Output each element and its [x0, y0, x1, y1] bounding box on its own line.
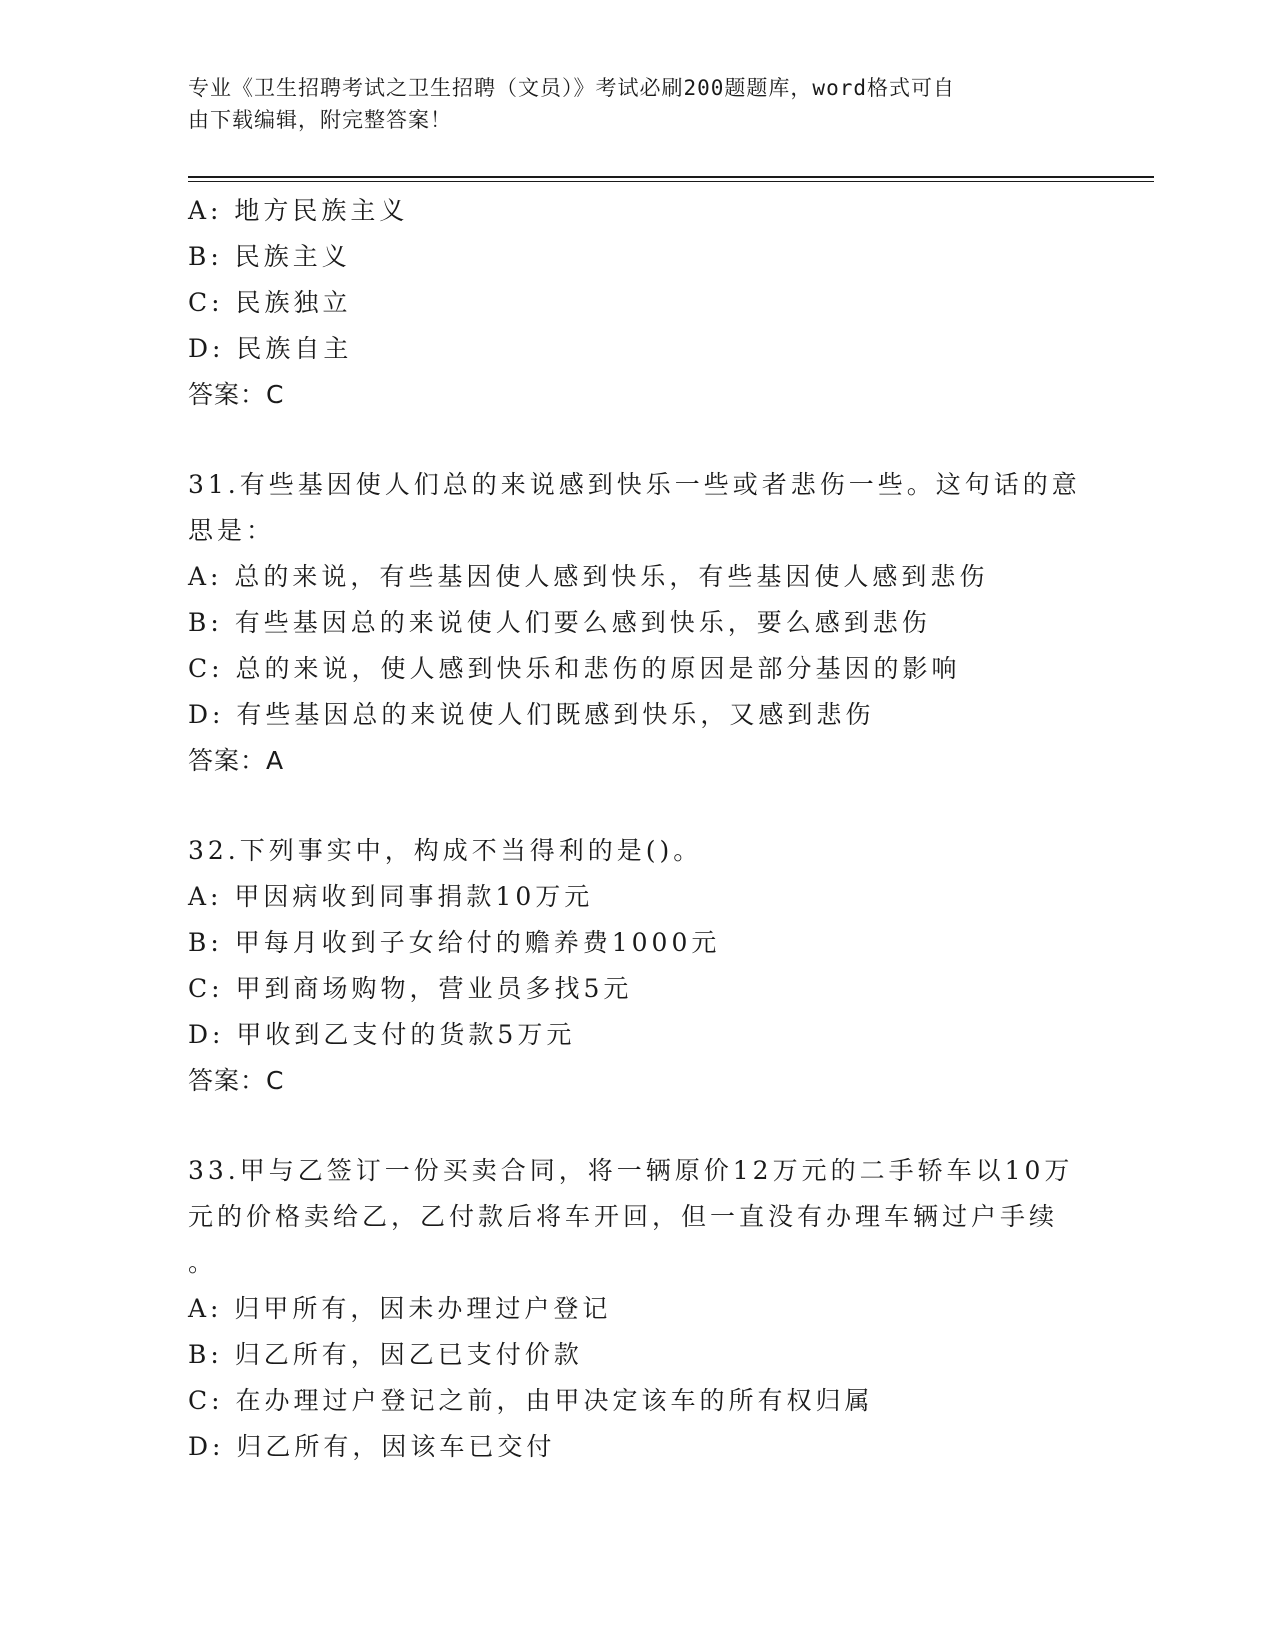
option-d: D: 民族自主 [188, 334, 353, 363]
option-c: C: 甲到商场购物，营业员多找5元 [188, 974, 633, 1003]
question-stem-line: 元的价格卖给乙，乙付款后将车开回，但一直没有办理车辆过户手续 [188, 1202, 1059, 1231]
question-stem-line: 31.有些基因使人们总的来说感到快乐一些或者悲伤一些。这句话的意 [188, 470, 1081, 499]
header-line-1: 专业《卫生招聘考试之卫生招聘（文员）》考试必刷200题题库，word格式可自 [188, 76, 955, 100]
option-d: D: 甲收到乙支付的货款5万元 [188, 1020, 576, 1049]
question-33 [188, 1148, 1088, 1470]
option-d: D: 归乙所有，因该车已交付 [188, 1432, 556, 1461]
option-d: D: 有些基因总的来说使人们既感到快乐，又感到悲伤 [188, 700, 875, 729]
option-c: C: 总的来说，使人感到快乐和悲伤的原因是部分基因的影响 [188, 654, 961, 683]
header-line-2: 由下载编辑，附完整答案！ [188, 108, 452, 132]
question-30 [188, 188, 1088, 418]
question-spacer [188, 1104, 1088, 1148]
answer: 答案：A [188, 746, 285, 775]
question-stem-line: 33.甲与乙签订一份买卖合同，将一辆原价12万元的二手轿车以10万 [188, 1156, 1074, 1185]
option-b: B: 民族主义 [188, 242, 351, 271]
document-header [188, 72, 1068, 136]
question-31 [188, 462, 1088, 784]
header-divider-thin [188, 181, 1154, 182]
answer: 答案：C [188, 1066, 285, 1095]
question-32 [188, 828, 1088, 1104]
option-c: C: 民族独立 [188, 288, 352, 317]
option-a: A: 总的来说，有些基因使人感到快乐，有些基因使人感到悲伤 [188, 562, 989, 591]
question-spacer [188, 418, 1088, 462]
option-a: A: 地方民族主义 [188, 196, 409, 225]
option-b: B: 归乙所有，因乙已支付价款 [188, 1340, 583, 1369]
answer: 答案：C [188, 380, 285, 409]
option-a: A: 甲因病收到同事捐款10万元 [188, 882, 594, 911]
option-a: A: 归甲所有，因未办理过户登记 [188, 1294, 612, 1323]
question-stem-line: 。 [188, 1248, 218, 1277]
option-b: B: 有些基因总的来说使人们要么感到快乐，要么感到悲伤 [188, 608, 931, 637]
header-divider-thick [188, 176, 1154, 178]
question-list [188, 188, 1088, 1470]
question-stem-line: 32.下列事实中，构成不当得利的是()。 [188, 836, 703, 865]
option-b: B: 甲每月收到子女给付的赡养费1000元 [188, 928, 721, 957]
option-c: C: 在办理过户登记之前，由甲决定该车的所有权归属 [188, 1386, 874, 1415]
question-stem-line: 思是： [188, 516, 276, 545]
question-spacer [188, 784, 1088, 828]
